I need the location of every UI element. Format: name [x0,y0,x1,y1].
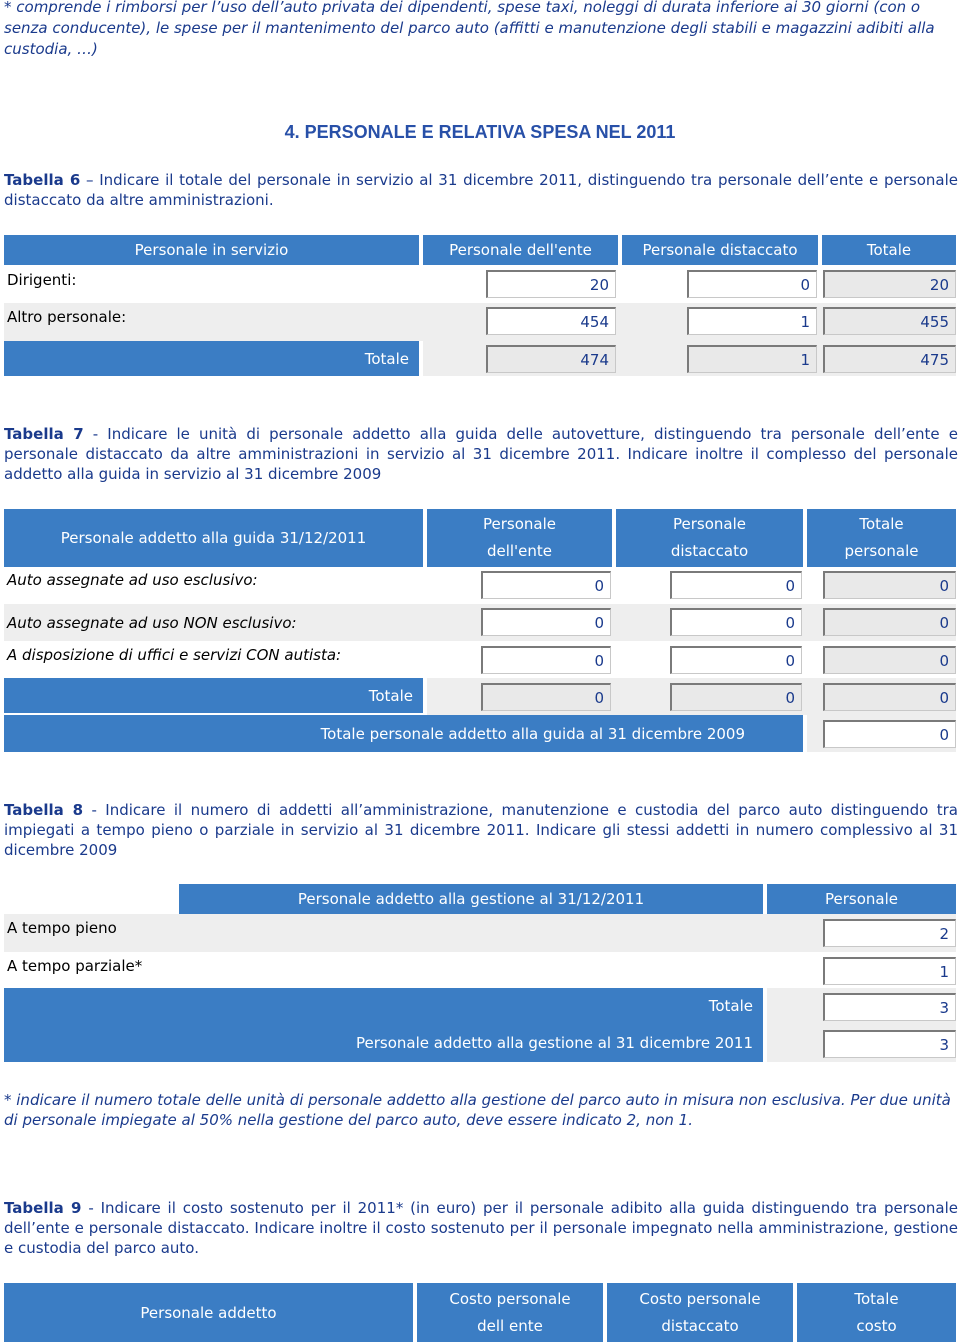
t6-altro-ente-input[interactable]: 454 [486,307,616,335]
t6-header-servizio: Personale in servizio [4,235,419,265]
t7-header-tot-l1: Totale [859,515,904,533]
t7-total-2009-input[interactable]: 0 [823,720,956,748]
t9-label: Tabella 9 [4,1199,82,1217]
t8-label: Tabella 8 [4,801,84,819]
t6-total-ente-field: 474 [486,345,616,373]
t7-header-ente-l1: Personale [483,515,556,533]
t8-row-pieno-label: A tempo pieno [7,919,117,937]
t9-header-tot-l1: Totale [854,1289,899,1308]
t6-total-label: Totale [4,341,419,376]
t7-autista-distaccato-input[interactable]: 0 [670,646,802,674]
t6-total-totale-field: 475 [823,345,956,373]
t7-label: Tabella 7 [4,425,84,443]
t7-header-ente [427,509,612,567]
t7-header-distaccato [616,509,803,567]
t6-dirigenti-distaccato-input[interactable]: 0 [687,270,817,298]
t8-total-field: 3 [823,993,956,1021]
t9-header-main: Personale addetto [4,1283,413,1342]
t9-header-dist-l2: distaccato [661,1316,739,1335]
t8-footnote: * indicare il numero totale delle unità di personale addetto alla gestione del parco auto in misura non esclusiva. Per due unità di personale impiegate al 50% nella gestione del parco auto, deve essere indicato 2, non 1. [4,1091,951,1129]
t7-esclusivo-distaccato-input[interactable]: 0 [670,571,802,599]
t8-intro [4,800,958,860]
t9-header-ente [417,1283,603,1342]
t8-total-label: Totale [4,988,763,1024]
t7-autista-ente-input[interactable]: 0 [481,646,611,674]
t7-non-esclusivo-ente-input[interactable]: 0 [481,608,611,636]
t9-text: - Indicare il costo sostenuto per il 2011* (in euro) per il personale adibito alla guida distinguendo tra personale dell’ente e personale distaccato. Indicare inoltre il costo sostenuto per il personale impegnato nella amministrazione, gestione e custodia del parco auto. [4,1199,958,1257]
t7-row-esclusivo-label: Auto assegnate ad uso esclusivo: [7,571,258,589]
t8-total-2011-input[interactable]: 3 [823,1030,956,1058]
t7-row-non-esclusivo-label: Auto assegnate ad uso NON esclusivo: [7,614,297,632]
t6-intro [4,170,958,210]
t6-header-distaccato: Personale distaccato [622,235,818,265]
t8-text: - Indicare il numero di addetti all’amministrazione, manutenzione e custodia del parco auto distinguendo tra impiegati a tempo pieno o parziale in servizio al 31 dicembre 2011. Indicare gli stessi addetti in numero complessivo al 31 dicembre 2009 [4,801,958,859]
t8-total-2011-label: Personale addetto alla gestione al 31 dicembre 2011 [4,1024,763,1062]
t6-altro-totale-field: 455 [823,307,956,335]
t7-esclusivo-totale-field: 0 [823,571,956,599]
t7-header-totale [807,509,956,567]
t6-row-altro-label: Altro personale: [7,308,127,326]
t7-header-dist-l2: distaccato [670,542,749,560]
t7-total-ente-field: 0 [481,683,611,711]
t9-header-totale [797,1283,956,1342]
t6-total-distaccato-field: 1 [687,345,817,373]
t7-autista-totale-field: 0 [823,646,956,674]
t7-header-ente-l2: dell'ente [486,542,553,560]
t9-header-ente-l1: Costo personale [449,1289,571,1308]
t6-text: – Indicare il totale del personale in servizio al 31 dicembre 2011, distinguendo tra personale dell’ente e personale distaccato da altre amministrazioni. [4,171,958,209]
t7-total-label: Totale [4,678,423,713]
t9-header-tot-l2: costo [856,1316,897,1335]
t6-dirigenti-totale-field: 20 [823,270,956,298]
t6-header-totale: Totale [822,235,956,265]
t8-row-pieno [4,914,956,952]
t6-row-dirigenti-label: Dirigenti: [7,271,77,289]
t7-text: - Indicare le unità di personale addetto alla guida delle autovetture, distinguendo tra personale dell’ente e personale distaccato da altre amministrazioni in servizio al 31 dicembre 2011. Indicare inoltre il complesso del personale addetto alla guida in servizio al 31 dicembre 2009 [4,425,958,483]
t9-intro [4,1198,958,1258]
t7-total-2009-label: Totale personale addetto alla guida al 31 dicembre 2009 [4,715,803,752]
t6-altro-distaccato-input[interactable]: 1 [687,307,817,335]
t6-dirigenti-ente-input[interactable]: 20 [486,270,616,298]
t6-label: Tabella 6 [4,171,81,189]
top-footnote: * comprende i rimborsi per l’uso dell’auto privata dei dipendenti, spese taxi, noleggi di durata inferiore ai 30 giorni (con o senza conducente), le spese per il mantenimento del parco auto (affitti e manutenzione degli stabili e magazzini adibiti alla custodia, …) [4,0,935,58]
t7-row-autista-label: A disposizione di uffici e servizi CON autista: [7,646,342,664]
t7-esclusivo-ente-input[interactable]: 0 [481,571,611,599]
t7-total-totale-field: 0 [823,683,956,711]
t7-non-esclusivo-totale-field: 0 [823,608,956,636]
t8-header-personale: Personale [767,884,956,914]
t9-header-distaccato [607,1283,793,1342]
t8-row-parziale-label: A tempo parziale* [7,957,143,975]
t8-header-blank [4,884,179,914]
t7-total-distaccato-field: 0 [670,683,802,711]
t8-header-main: Personale addetto alla gestione al 31/12/2011 [179,884,763,914]
t7-intro [4,424,958,484]
t9-header-ente-l2: dell ente [477,1316,543,1335]
t7-non-esclusivo-distaccato-input[interactable]: 0 [670,608,802,636]
section-title: 4. PERSONALE E RELATIVA SPESA NEL 2011 [284,122,676,142]
t7-header-tot-l2: personale [844,542,919,560]
t8-parziale-input[interactable]: 1 [823,957,956,985]
t6-header-ente: Personale dell'ente [423,235,618,265]
t7-header-main: Personale addetto alla guida 31/12/2011 [4,509,423,567]
t9-header-dist-l1: Costo personale [639,1289,761,1308]
t8-pieno-input[interactable]: 2 [823,919,956,947]
t7-header-dist-l1: Personale [673,515,746,533]
